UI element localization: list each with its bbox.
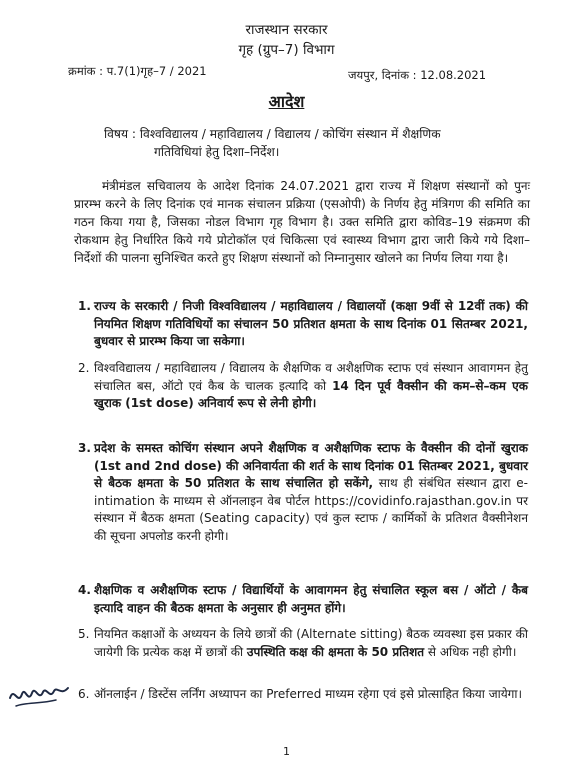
item-number: 1. bbox=[78, 299, 91, 313]
item-number: 5. bbox=[78, 627, 90, 641]
subject-line-2: गतिविधियां हेतु दिशा–निर्देश। bbox=[154, 145, 280, 159]
item-text: शैक्षणिक व अशैक्षणिक स्टाफ / विद्यार्थियों के आवागमन हेतु संचालित स्कूल बस / ऑटो / कैब इत्यादि वाहन की बैठक क्षमता के अनुसार ही अनुमत होंगे। bbox=[94, 583, 528, 615]
item-number: 3. bbox=[78, 441, 91, 455]
item-text-bold: 14 दिन पूर्व वैक्सीन की कम–से–कम एक खुराक (1st dose) अनिवार्य रूप से लेनी होगी। bbox=[94, 378, 528, 410]
page-number: 1 bbox=[283, 745, 290, 758]
order-item-6 bbox=[58, 686, 528, 704]
intro-paragraph: मंत्रीमंडल सचिवालय के आदेश दिनांक 24.07.2021 द्वारा राज्य में शिक्षण संस्थानों को पुनः प्रारम्भ करने के लिए दिनांक एवं मानक संचालन प्रक्रिया (एसओपी) के निर्णय हेतु मंत्रिगण की समिति का गठन किया गया है, जिसका नोडल विभाग गृह विभाग है। उक्त समिति द्वारा कोविड–19 संक्रमण की रोकथाम हेतु निर्धारित किये गये प्रोटोकॉल एवं चिकित्सा एवं स्वास्थ्य विभाग द्वारा जारी किये गये दिशा–निर्देशों की पालना सुनिश्चित करते हुए शिक्षण संस्थानों को निम्नानुसार खोलने का निर्णय लिया गया है। bbox=[74, 179, 530, 265]
item-text-bold: प्रदेश के समस्त कोचिंग संस्थान अपने शैक्षणिक व अशैक्षणिक स्टाफ के वैक्सीन की दोनों खुराक (1st and 2nd dose) की अनिवार्यता की शर्त के साथ दिनांक 01 सितम्बर 2021, बुधवार से बैठक क्षमता के 50 प्रतिशत के साथ संचालित हो सकेंगे, bbox=[94, 441, 528, 490]
department-name: गृह (ग्रुप–7) विभाग bbox=[238, 42, 335, 58]
item-text-end: से अधिक नही होगी। bbox=[424, 644, 517, 659]
item-text-bold: उपस्थिति कक्ष की क्षमता के 50 प्रतिशत bbox=[246, 644, 425, 659]
item-text: राज्य के सरकारी / निजी विश्वविद्यालय / महाविद्यालय / विद्यालयों (कक्षा 9वीं से 12वीं तक) की नियमित शिक्षण गतिविधियों का संचालन 50 प्रतिशत क्षमता के साथ दिनांक 01 सितम्बर 2021, बुधवार से प्रारम्भ किया जा सकेगा। bbox=[94, 299, 528, 348]
subject-line-1: विषय : विश्वविद्यालय / महाविद्यालय / विद्यालय / कोचिंग संस्थान में शैक्षणिक bbox=[104, 127, 441, 141]
order-item-3 bbox=[58, 440, 528, 545]
item-text: ऑनलाईन / डिस्टेंस लर्निंग अध्यापन का Preferred माध्यम रहेगा एवं इसे प्रोत्साहित किया जायेगा। bbox=[94, 687, 523, 701]
item-number: 6. bbox=[78, 687, 90, 701]
item-number: 4. bbox=[78, 583, 91, 597]
place-date: जयपुर, दिनांक : 12.08.2021 bbox=[348, 68, 487, 82]
document-title: आदेश bbox=[268, 92, 305, 111]
item-text: नियमित कक्षाओं के अध्ययन के लिये छात्रों की (Alternate sitting) बैठक व्यवस्था इस प्रकार की जायेगी कि प्रत्येक कक्ष में छात्रों की bbox=[94, 627, 528, 659]
handwritten-signature bbox=[6, 676, 76, 716]
govt-name: राजस्थान सरकार bbox=[245, 22, 328, 38]
order-item-5 bbox=[58, 626, 528, 661]
item-number: 2. bbox=[78, 361, 90, 375]
order-item-2 bbox=[58, 360, 528, 413]
order-item-1 bbox=[58, 298, 528, 351]
item-text: साथ ही संबंधित संस्थान द्वारा e-intimation के माध्यम से ऑनलाइन वेब पोर्टल https://covidinfo.rajasthan.gov.in पर संस्थान में बैठक क्षमता (Seating capacity) एवं कुल स्टाफ / कार्मिकों के प्रतिशत वैक्सीनेशन की सूचना अपलोड करनी होगी। bbox=[94, 476, 528, 543]
order-item-4 bbox=[58, 582, 528, 617]
reference-number: क्रमांक : प.7(1)गृह–7 / 2021 bbox=[68, 64, 207, 78]
subject-block bbox=[104, 125, 524, 161]
item-text: विश्वविद्यालय / महाविद्यालय / विद्यालय के शैक्षणिक व अशैक्षणिक स्टाफ एवं संस्थान आवागमन हेतु संचालित बस, ऑटो एवं कैब के चालक इत्यादि को bbox=[94, 361, 528, 393]
